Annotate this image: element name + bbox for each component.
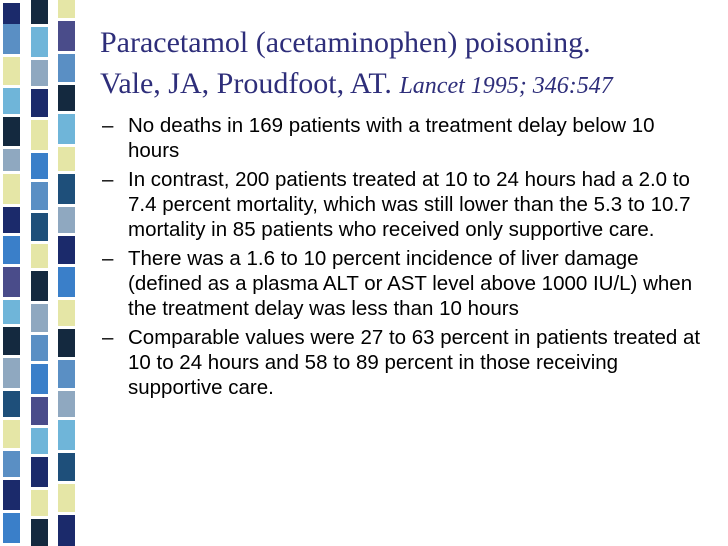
decorative-tile bbox=[31, 428, 48, 454]
decorative-tile bbox=[3, 420, 20, 448]
bullet-item bbox=[100, 113, 705, 163]
decorative-tile bbox=[58, 54, 75, 82]
slide-title bbox=[100, 22, 710, 107]
decorative-tile bbox=[31, 304, 48, 332]
decorative-tile bbox=[58, 484, 75, 512]
decorative-tile bbox=[58, 21, 75, 51]
decorative-tile bbox=[3, 88, 20, 114]
bullet-item bbox=[100, 246, 705, 321]
tile-column-1 bbox=[3, 0, 20, 546]
decorative-tile bbox=[31, 364, 48, 394]
decorative-tile bbox=[31, 153, 48, 179]
decorative-tile bbox=[31, 213, 48, 241]
decorative-tile bbox=[58, 0, 75, 18]
title-line-2: Vale, JA, Proudfoot, AT. bbox=[100, 67, 392, 100]
bullet-text: No deaths in 169 patients with a treatment delay below 10 hours bbox=[128, 114, 655, 162]
decorative-tile bbox=[3, 3, 20, 24]
decorative-tile bbox=[3, 117, 20, 146]
decorative-tile bbox=[58, 515, 75, 546]
tile-column-3 bbox=[58, 0, 75, 546]
bullet-list bbox=[100, 113, 705, 404]
decorative-tile bbox=[31, 271, 48, 301]
decorative-tile bbox=[3, 149, 20, 171]
decorative-tile bbox=[3, 267, 20, 297]
decorative-tile bbox=[31, 490, 48, 516]
bullet-dash: – bbox=[102, 326, 114, 349]
decorative-tile bbox=[31, 120, 48, 150]
decorative-tile bbox=[3, 358, 20, 388]
decorative-tile bbox=[58, 147, 75, 171]
bullet-text: There was a 1.6 to 10 percent incidence of liver damage (defined as a plasma ALT or AST level above 1000 IU/L) when the treatment delay was less than 10 hours bbox=[128, 247, 693, 320]
decorative-tile bbox=[3, 513, 20, 543]
decorative-tile bbox=[3, 451, 20, 477]
decorative-tile bbox=[31, 182, 48, 210]
bullet-item bbox=[100, 167, 705, 242]
title-line-1: Paracetamol (acetaminophen) poisoning. bbox=[100, 26, 591, 59]
decorative-tile bbox=[58, 391, 75, 417]
decorative-tile bbox=[31, 457, 48, 487]
decorative-tile bbox=[31, 397, 48, 425]
decorative-tile bbox=[31, 27, 48, 57]
decorative-tile bbox=[3, 480, 20, 510]
decorative-tile bbox=[58, 329, 75, 357]
decorative-tile bbox=[3, 174, 20, 204]
decorative-tile bbox=[3, 300, 20, 324]
decorative-tile bbox=[58, 360, 75, 388]
decorative-tile bbox=[31, 60, 48, 86]
decorative-tile bbox=[58, 300, 75, 326]
bullet-dash: – bbox=[102, 114, 114, 137]
decorative-tile bbox=[58, 236, 75, 264]
decorative-tile bbox=[31, 89, 48, 117]
decorative-tile bbox=[58, 174, 75, 204]
bullet-text: In contrast, 200 patients treated at 10 to 24 hours had a 2.0 to 7.4 percent mortality, which was still lower than the 5.3 to 10.7 mortality in 85 patients who received only supportive care. bbox=[128, 168, 691, 241]
bullet-text: Comparable values were 27 to 63 percent in patients treated at 10 to 24 hours and 58 to 89 percent in those receiving supportive care. bbox=[128, 326, 701, 399]
decorative-tile bbox=[58, 267, 75, 297]
decorative-tile bbox=[58, 207, 75, 233]
decorative-tile bbox=[3, 391, 20, 417]
decorative-tile bbox=[31, 335, 48, 361]
decorative-tile bbox=[3, 57, 20, 85]
title-citation: Lancet 1995; 346:547 bbox=[399, 73, 613, 99]
decorative-tile bbox=[3, 236, 20, 264]
decorative-tile bbox=[31, 519, 48, 546]
decorative-tile bbox=[58, 453, 75, 481]
decorative-tile bbox=[58, 420, 75, 450]
bullet-dash: – bbox=[102, 247, 114, 270]
decorative-tile bbox=[31, 244, 48, 268]
decorative-tile bbox=[3, 327, 20, 355]
decorative-tile bbox=[3, 207, 20, 233]
decorative-tile bbox=[3, 24, 20, 54]
decorative-tile bbox=[58, 85, 75, 111]
bullet-dash: – bbox=[102, 168, 114, 191]
decorative-tile-strip bbox=[0, 0, 75, 546]
decorative-tile bbox=[58, 114, 75, 144]
decorative-tile bbox=[31, 0, 48, 24]
bullet-item bbox=[100, 325, 705, 400]
tile-column-2 bbox=[31, 0, 48, 546]
